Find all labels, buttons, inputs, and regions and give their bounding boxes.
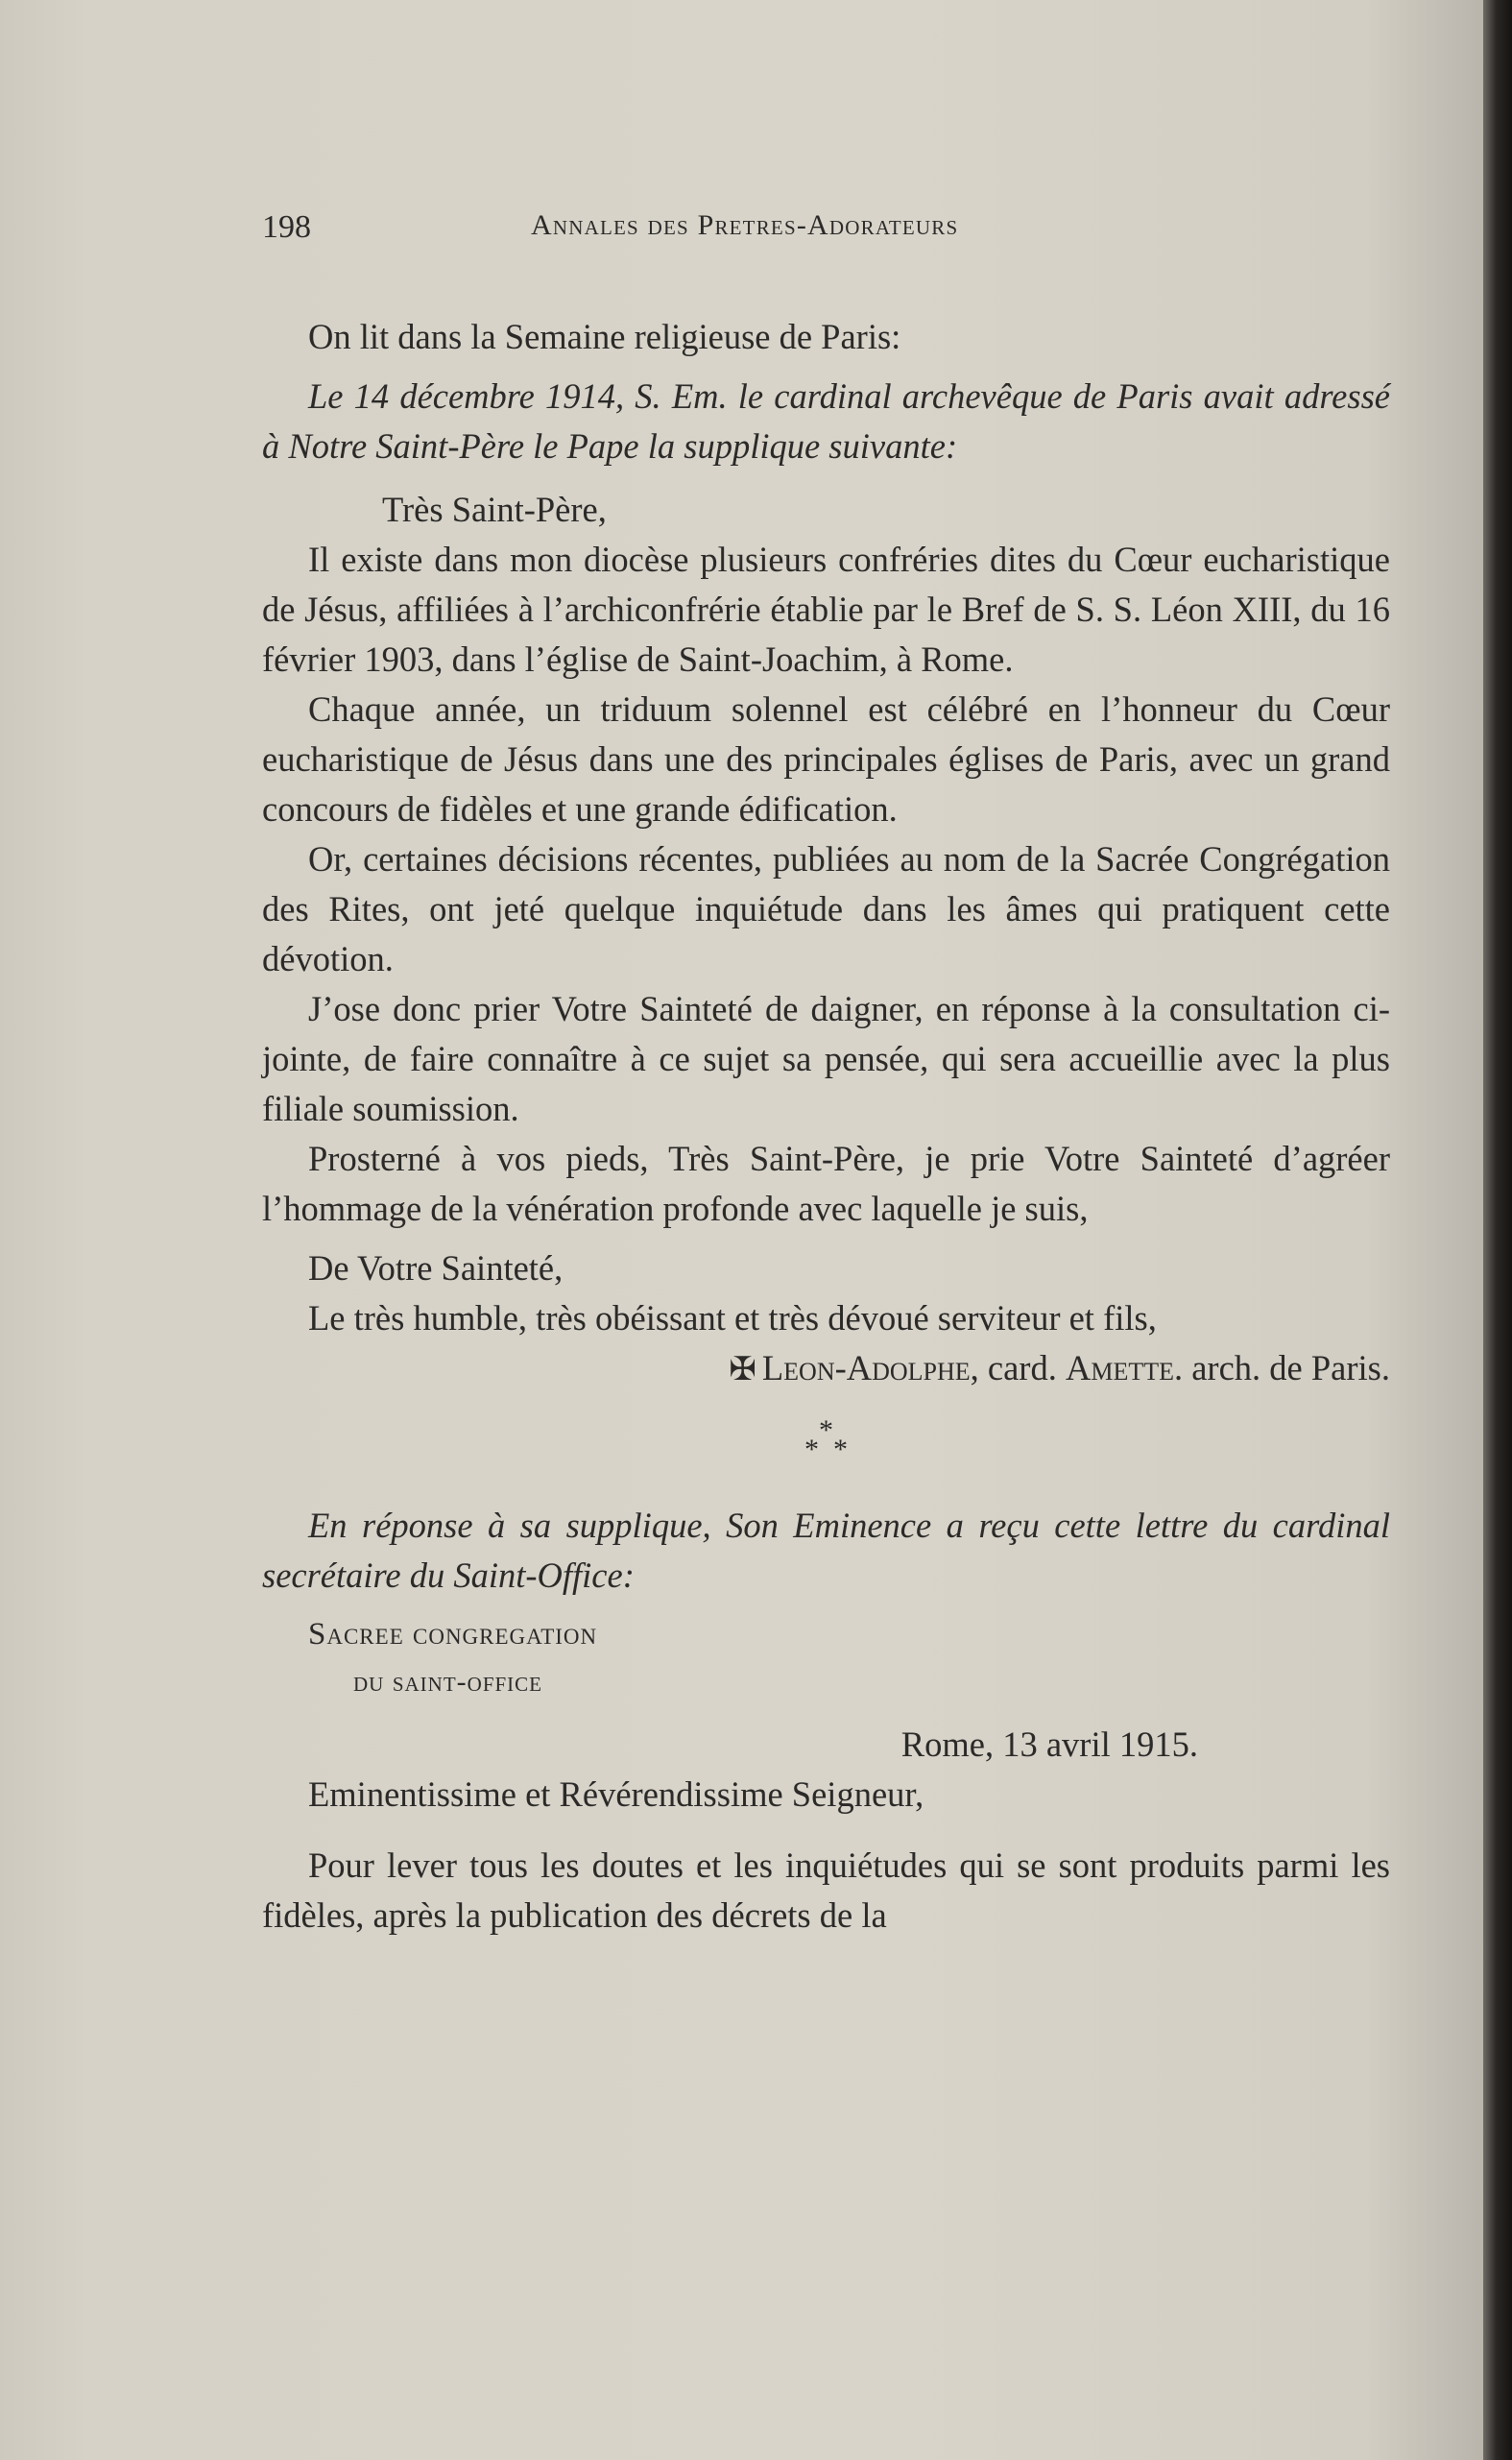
cross-icon: ✠: [729, 1352, 756, 1387]
signature: [262, 1343, 1390, 1395]
page-text: [262, 312, 1390, 1941]
signature-see: . arch. de Paris.: [1173, 1348, 1390, 1387]
page-header: [262, 204, 1395, 252]
letter-paragraph-3: Or, certaines décisions récentes, publiées au nom de la Sacrée Congrégation des Rites, ont jeté quelque inquiétude dans les âmes qui pratiquent cette dévotion.: [262, 839, 1390, 978]
reply-salutation: Eminentissime et Révérendissime Seigneur,: [308, 1774, 924, 1814]
book-spine-shadow: [1483, 0, 1512, 2460]
letter-paragraph-1: Il existe dans mon diocèse plusieurs confréries dites du Cœur eucharistique de Jésus, affiliées à l’archiconfrérie établie par le Bref de S. S. Léon XIII, du 16 février 1903, dans l’église de Saint-Joachim, à Rome.: [262, 540, 1390, 679]
reply-paragraph-1: Pour lever tous les doutes et les inquiétudes qui se sont produits parmi les fidèles, après la publication des décrets de la: [262, 1845, 1390, 1935]
asterism-star-right: *: [833, 1434, 848, 1465]
asterism-divider: [262, 1395, 1390, 1491]
page-number: 198: [262, 209, 311, 245]
asterism-star-left: *: [804, 1434, 819, 1465]
intro-line: On lit dans la Semaine religieuse de Paris:: [308, 317, 901, 356]
office-heading-line-2: du saint-office: [353, 1666, 543, 1698]
dateline: Rome, 13 avril 1915.: [900, 1724, 1198, 1764]
closing-line-1: De Votre Sainteté,: [308, 1248, 564, 1288]
letter-salutation: Très Saint-Père,: [382, 490, 607, 529]
letter-paragraph-5: Prosterné à vos pieds, Très Saint-Père, je prie Votre Sainteté d’agréer l’hommage de la vénération profonde avec laquelle je suis,: [262, 1139, 1390, 1228]
closing-line-2: Le très humble, très obéissant et très dévoué serviteur et fils,: [308, 1298, 1157, 1338]
office-heading-line-1: Sacree congregation: [308, 1617, 598, 1652]
asterism-star-top: *: [819, 1414, 833, 1446]
letter-paragraph-4: J’ose donc prier Votre Sainteté de daigner, en réponse à la consultation ci-jointe, de faire connaître à ce sujet sa pensée, qui sera accueillie avec la plus filiale soumission.: [262, 989, 1390, 1128]
signature-name: Leon-Adolphe: [761, 1348, 971, 1387]
running-title: Annales des Pretres-Adorateurs: [531, 209, 959, 241]
reply-intro: En réponse à sa supplique, Son Eminence a reçu cette lettre du cardinal secrétaire du Saint-Office:: [262, 1506, 1390, 1595]
letter-paragraph-2: Chaque année, un triduum solennel est célébré en l’honneur du Cœur eucharistique de Jésus dans une des principales églises de Paris, avec un grand concours de fidèles et une grande édification.: [262, 689, 1390, 829]
signature-title: , card.: [970, 1348, 1066, 1387]
italic-intro: Le 14 décembre 1914, S. Em. le cardinal archevêque de Paris avait adressé à Notre Saint-Père le Pape la supplique suivante:: [262, 376, 1390, 466]
signature-surname: Amette: [1065, 1348, 1174, 1387]
